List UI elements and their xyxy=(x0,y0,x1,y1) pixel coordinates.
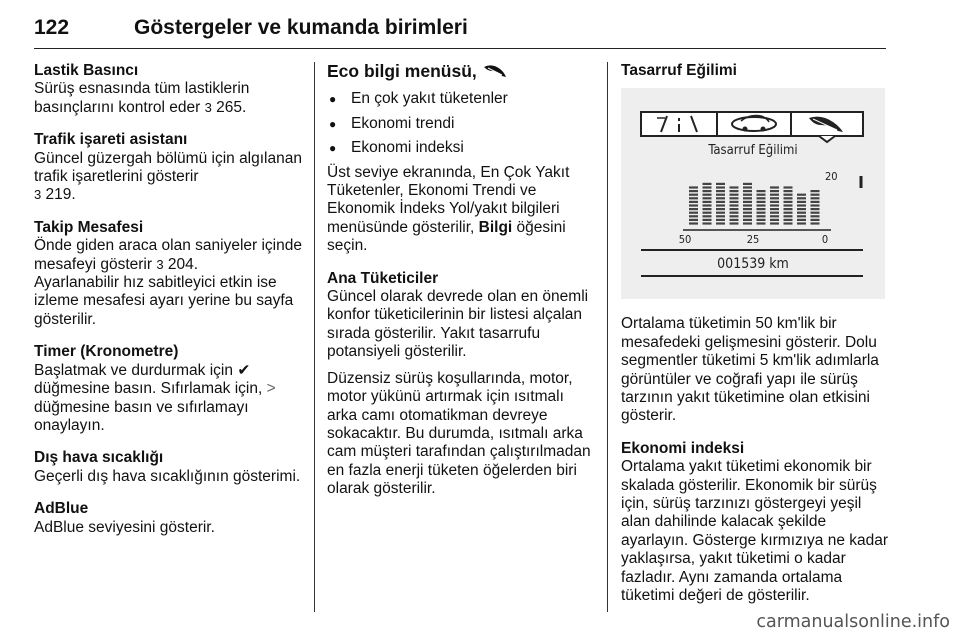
bar-segment xyxy=(770,208,779,210)
section-economy-index xyxy=(621,440,889,606)
bar-segment xyxy=(770,198,779,200)
bar-segment xyxy=(703,198,712,200)
eco-menu-title: Eco bilgi menüsü, xyxy=(327,62,591,80)
list-item: ● Ekonomi trendi xyxy=(327,115,591,133)
bar-segment xyxy=(689,187,698,189)
bar-segment xyxy=(797,194,806,196)
bar-segment xyxy=(784,205,793,207)
bar-segment xyxy=(811,212,820,214)
bar-segment xyxy=(703,187,712,189)
odometer-value: 001539 km xyxy=(717,256,789,273)
bar-segment xyxy=(797,216,806,218)
section-traffic-sign xyxy=(34,131,302,205)
bar-segment xyxy=(757,212,766,214)
bar-segment xyxy=(716,223,725,225)
bar-segment xyxy=(689,216,698,218)
bar-segment xyxy=(811,194,820,196)
bar-segment xyxy=(811,208,820,210)
section-text: Ortalama yakıt tüketimi ekonomik bir skalada gösterilir. Ekonomik bir sürüş için, sürüş tarzınızı göstergeyi yeşil alan dahilinde kalacak şekilde ayarlayın. Gösterge kırmızıya ne kadar yaklaşırsa, yakıt tüketimi o kadar fazladır. Aynı zamanda ortalama tüketimi değeri de gösterilir. xyxy=(621,458,889,605)
bar-segment xyxy=(716,187,725,189)
bar-segment xyxy=(743,194,752,196)
bar-segment xyxy=(743,208,752,210)
bar-segment xyxy=(784,219,793,221)
bar-segment xyxy=(743,219,752,221)
bar-segment xyxy=(716,194,725,196)
bar-segment xyxy=(716,205,725,207)
screen-title: Tasarruf Eğilimi xyxy=(708,143,798,159)
bar-segment xyxy=(770,190,779,192)
bar-segment xyxy=(757,205,766,207)
section-text: Güncel güzergah bölümü için algılanan trafik işaretlerini gösterir 3 219. xyxy=(34,149,302,204)
bar-segment xyxy=(743,201,752,203)
bar-segment xyxy=(703,205,712,207)
bar-segment xyxy=(730,212,739,214)
section-main-consumers xyxy=(327,270,591,499)
section-adblue xyxy=(34,500,302,537)
bar-segment xyxy=(770,216,779,218)
bar-segment xyxy=(730,208,739,210)
section-tire-pressure xyxy=(34,62,302,117)
bar-segment xyxy=(784,194,793,196)
bar-segment xyxy=(811,190,820,192)
bar-segment xyxy=(703,212,712,214)
section-title: Dış hava sıcaklığı xyxy=(34,449,164,467)
section-text: Güncel olarak devrede olan en önemli konfor tüketicilerinin bir listesi alçalan sırada gösterilir. Yakıt tasarrufu potansiyeli gösterilir. xyxy=(327,288,589,361)
bar-segment xyxy=(784,198,793,200)
eco-intro xyxy=(327,164,591,256)
bar-segment xyxy=(730,219,739,221)
bar-segment xyxy=(743,198,752,200)
bar-segment xyxy=(811,219,820,221)
bar-segment xyxy=(757,208,766,210)
section-title: Ana Tüketiciler xyxy=(327,269,439,287)
bar-segment xyxy=(689,219,698,221)
eco-menu-list xyxy=(327,90,591,157)
bar-segment xyxy=(730,201,739,203)
bar-segment xyxy=(784,223,793,225)
bar-segment xyxy=(811,223,820,225)
bar-segment xyxy=(743,216,752,218)
bar-segment xyxy=(689,205,698,207)
section-title: AdBlue xyxy=(34,500,89,518)
column-divider xyxy=(607,62,608,612)
section-text: AdBlue seviyesini gösterir. xyxy=(34,518,215,536)
chevron-right-icon: > xyxy=(266,380,276,398)
trend-bars xyxy=(689,183,820,225)
bar-segment xyxy=(784,208,793,210)
section-text: Ortalama tüketimin 50 km'lik bir mesafedeki gelişmesini gösterir. Dolu segmentler tüketimi 5 km'lik adımlarla görüntüler ve coğrafi yapı ile sürüş tarzının yakıt tüketimine olan etkisini gösterir. xyxy=(621,315,879,425)
section-title: Timer (Kronometre) xyxy=(34,343,179,361)
watermark: carmanualsonline.info xyxy=(756,612,950,632)
bold-keyword: Bilgi xyxy=(478,218,513,236)
page-ref-icon: 3 xyxy=(204,99,212,115)
bar-segment xyxy=(703,223,712,225)
section-outside-temp xyxy=(34,449,302,486)
section-text: Ayarlanabilir hız sabitleyici etkin ise izleme mesafesi ayarı yerine bu sayfa gösterilir. xyxy=(34,274,294,328)
bar-segment xyxy=(797,208,806,210)
bar-segment xyxy=(811,216,820,218)
bar-segment xyxy=(716,183,725,185)
bar-segment xyxy=(703,208,712,210)
bar-segment xyxy=(797,198,806,200)
scale-left-label: 50 xyxy=(678,233,692,247)
bar-segment xyxy=(730,198,739,200)
section-text: Önde giden araca olan saniyeler içinde mesafeyi gösterir 3 204. xyxy=(34,237,302,273)
bar-segment xyxy=(757,216,766,218)
list-item: ● Ekonomi indeksi xyxy=(327,139,591,157)
section-title: Trafik işareti asistanı xyxy=(34,131,188,149)
bar-segment xyxy=(784,187,793,189)
bar-segment xyxy=(811,198,820,200)
bar-segment xyxy=(784,190,793,192)
bar-segment xyxy=(716,198,725,200)
eco-leaf-icon xyxy=(482,63,508,79)
check-icon: ✔ xyxy=(237,361,251,379)
bar-segment xyxy=(770,219,779,221)
bar-segment xyxy=(703,219,712,221)
section-text: Üst seviye ekranında, En Çok Yakıt Tüketenler, Ekonomi Trendi ve Ekonomik İndeks Yol/yakıt bilgileri menüsünde gösterilir, Bilgi öğesini seçin. xyxy=(327,163,570,255)
column-left xyxy=(34,62,302,551)
bar-segment xyxy=(703,194,712,196)
section-trend-text xyxy=(621,315,889,425)
bar-segment xyxy=(730,187,739,189)
savings-trend-display xyxy=(621,88,885,299)
page-title: Göstergeler ve kumanda birimleri xyxy=(134,16,468,39)
bar-segment xyxy=(730,223,739,225)
section-text: Düzensiz sürüş koşullarında, motor, motor yükünü artırmak için ısıtmalı arka camı otomatikman devreye sokacaktır. Bu durumda, ısıtmalı arka cam müşteri tarafından çalıştırılmadan en fazla enerji tüketen öğelerden biri olarak gösterilir. xyxy=(327,369,591,498)
bar-segment xyxy=(797,201,806,203)
list-item: ● En çok yakıt tüketenler xyxy=(327,90,591,108)
section-following-distance xyxy=(34,219,302,329)
bar-segment xyxy=(743,183,752,185)
bar-segment xyxy=(703,190,712,192)
bar-segment xyxy=(689,194,698,196)
bar-segment xyxy=(770,223,779,225)
page-ref-icon: 3 xyxy=(34,187,42,203)
section-title: Takip Mesafesi xyxy=(34,218,144,236)
scale-top-label: 20 xyxy=(825,170,838,184)
bar-segment xyxy=(770,187,779,189)
bar-segment xyxy=(689,208,698,210)
bar-segment xyxy=(797,212,806,214)
bar-segment xyxy=(730,194,739,196)
section-timer xyxy=(34,343,302,435)
bar-segment xyxy=(716,190,725,192)
bar-segment xyxy=(743,190,752,192)
bar-segment xyxy=(716,216,725,218)
bar-segment xyxy=(730,190,739,192)
section-title: Lastik Basıncı xyxy=(34,62,139,79)
bar-segment xyxy=(770,212,779,214)
bar-segment xyxy=(743,223,752,225)
bar-segment xyxy=(730,216,739,218)
bar-segment xyxy=(757,190,766,192)
column-divider xyxy=(314,62,315,612)
bar-segment xyxy=(797,205,806,207)
bar-segment xyxy=(757,198,766,200)
scale-right-label: 0 xyxy=(821,233,829,247)
bar-segment xyxy=(811,201,820,203)
bar-segment xyxy=(730,205,739,207)
bar-segment xyxy=(770,201,779,203)
bar-segment xyxy=(784,201,793,203)
bar-segment xyxy=(743,205,752,207)
bar-segment xyxy=(703,216,712,218)
section-text: Geçerli dış hava sıcaklığının gösterimi. xyxy=(34,467,301,485)
bar-segment xyxy=(689,223,698,225)
bar-segment xyxy=(716,219,725,221)
scale-mid-label: 25 xyxy=(746,233,760,247)
bar-segment xyxy=(757,219,766,221)
bar-segment xyxy=(689,201,698,203)
bar-segment xyxy=(757,201,766,203)
bar-segment xyxy=(703,201,712,203)
column-middle xyxy=(327,62,591,513)
bar-segment xyxy=(757,223,766,225)
bar-segment xyxy=(770,205,779,207)
bar-segment xyxy=(797,223,806,225)
bar-segment xyxy=(743,212,752,214)
bar-segment xyxy=(716,212,725,214)
page-header xyxy=(34,6,886,49)
bar-segment xyxy=(784,212,793,214)
bar-segment xyxy=(743,187,752,189)
bar-segment xyxy=(797,219,806,221)
bar-segment xyxy=(716,201,725,203)
column-right xyxy=(621,62,889,620)
section-title: Tasarruf Eğilimi xyxy=(621,62,737,79)
bar-segment xyxy=(770,194,779,196)
section-text: Sürüş esnasında tüm lastiklerin basınçlarını kontrol eder 3 265. xyxy=(34,80,250,116)
section-text: Başlatmak ve durdurmak için ✔ düğmesine basın. Sıfırlamak için, > düğmesine basın ve sıfırlamayı onaylayın. xyxy=(34,361,276,434)
page-number: 122 xyxy=(34,16,70,39)
bar-segment xyxy=(703,183,712,185)
bar-segment xyxy=(811,205,820,207)
bar-segment xyxy=(689,198,698,200)
section-title: Ekonomi indeksi xyxy=(621,439,745,457)
page-ref-icon: 3 xyxy=(156,256,164,272)
bar-segment xyxy=(689,212,698,214)
bar-segment xyxy=(784,216,793,218)
bar-segment xyxy=(689,190,698,192)
bar-segment xyxy=(757,194,766,196)
bar-segment xyxy=(716,208,725,210)
